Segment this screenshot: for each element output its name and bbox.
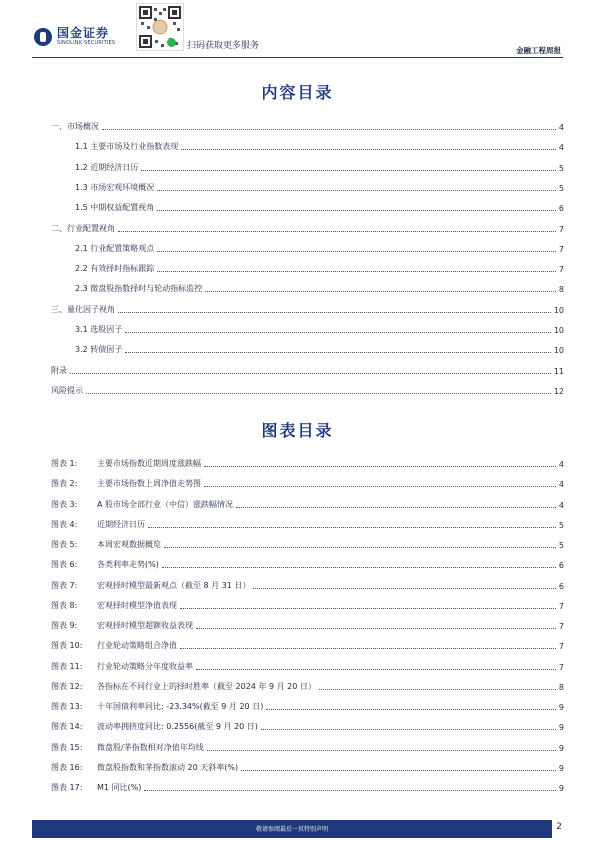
figure-page: 7 — [558, 662, 564, 672]
dot-leader — [236, 507, 556, 508]
figure-entry[interactable] — [51, 579, 564, 591]
toc-entry[interactable] — [75, 282, 564, 294]
figure-page: 7 — [558, 642, 564, 652]
dot-leader — [266, 709, 556, 710]
figure-label: 主要市场指数上周净值走势图 — [97, 479, 201, 489]
figure-entry[interactable] — [51, 761, 564, 773]
toc-entry[interactable] — [75, 201, 564, 213]
figure-number: 图表 9: — [51, 621, 78, 630]
figure-page: 9 — [558, 723, 564, 733]
dot-leader — [204, 486, 556, 487]
figure-entry[interactable] — [51, 741, 564, 753]
qr-code-icon[interactable] — [136, 3, 184, 51]
figure-page: 7 — [558, 601, 564, 611]
toc-entry-label: 附录 — [51, 365, 67, 375]
header-divider — [32, 57, 563, 58]
figure-page: 6 — [558, 581, 564, 591]
figure-label: A 股市场全部行业（中信）涨跌幅情况 — [97, 499, 234, 509]
toc-title: 内容目录 — [261, 83, 334, 102]
toc-entry-label: 三、量化因子视角 — [51, 304, 115, 314]
toc-entry-page: 11 — [553, 366, 564, 376]
figure-number: 图表 16: — [51, 762, 83, 772]
dot-leader — [157, 190, 556, 191]
dot-leader — [253, 588, 555, 589]
toc-entry[interactable] — [75, 161, 564, 173]
figure-number: 图表 10: — [51, 641, 83, 651]
toc-entry-page: 5 — [558, 163, 564, 173]
toc-entry-label: 1.2 近期经济日历 — [75, 162, 139, 172]
dot-leader — [118, 231, 556, 232]
figure-number: 图表 17: — [51, 783, 83, 792]
figure-label: 波动率拥挤度同比: 0.2556(截至 9 月 20 日) — [97, 722, 258, 732]
dot-leader — [141, 170, 556, 171]
toc-entry-label: 2.2 有效择时指标跟踪 — [75, 264, 155, 274]
figure-label: M1 同比(%) — [97, 783, 142, 792]
figure-label: 宏观择时模型超额收益表现 — [97, 621, 193, 630]
toc-entry-page: 4 — [558, 143, 564, 153]
dot-leader — [157, 210, 556, 211]
figure-entry[interactable] — [51, 538, 564, 550]
page-number: 2 — [556, 822, 562, 832]
dot-leader — [118, 312, 551, 313]
dot-leader — [162, 567, 556, 568]
toc-entry[interactable] — [51, 222, 564, 234]
figure-entry[interactable] — [51, 518, 564, 530]
logo-icon — [34, 28, 52, 46]
dot-leader — [157, 251, 556, 252]
toc-entry-page: 8 — [558, 285, 564, 295]
figure-number: 图表 11: — [51, 661, 83, 671]
figure-number: 图表 5: — [51, 540, 78, 549]
dot-leader — [196, 628, 556, 629]
figure-entry[interactable] — [51, 660, 564, 672]
toc-entry-label: 1.3 市场宏观环境概况 — [75, 182, 155, 192]
page-header — [0, 0, 595, 68]
dot-leader — [181, 149, 556, 150]
figure-page: 4 — [558, 500, 564, 510]
toc-entry[interactable] — [75, 262, 564, 274]
toc-entry[interactable] — [75, 140, 564, 152]
toc-entry[interactable] — [75, 242, 564, 254]
figure-entry[interactable] — [51, 720, 564, 732]
dot-leader — [164, 547, 556, 548]
dot-leader — [180, 648, 556, 649]
figures-title: 图表目录 — [261, 421, 334, 440]
figure-page: 9 — [558, 703, 564, 712]
figure-page: 8 — [558, 682, 564, 692]
figure-page: 9 — [558, 784, 564, 793]
toc-entry[interactable] — [75, 181, 564, 193]
figure-page: 9 — [558, 743, 564, 753]
dot-leader — [207, 750, 556, 751]
logo-chinese-name: 国金证券 — [57, 26, 110, 40]
dot-leader — [180, 608, 556, 609]
toc-entry[interactable] — [51, 384, 564, 396]
dot-leader — [102, 129, 556, 130]
disclaimer-note: 敬请参阅最后一页特别声明 — [255, 826, 328, 833]
dot-leader — [204, 466, 556, 467]
figure-entry[interactable] — [51, 700, 564, 712]
toc-entry-page: 12 — [553, 386, 564, 396]
dot-leader — [241, 770, 556, 771]
dot-leader — [125, 332, 551, 333]
figure-label: 各类利率走势(%) — [97, 560, 159, 570]
toc-entry-label: 风险提示 — [51, 385, 83, 395]
figure-label: 宏观择时模型最新观点（截至 8 月 31 日） — [97, 580, 251, 590]
figure-entry[interactable] — [51, 599, 564, 611]
figure-entry[interactable] — [51, 558, 564, 570]
figure-label: 十年国债利率同比: -23.34%(截至 9 月 20 日) — [97, 702, 264, 711]
figure-page: 6 — [558, 561, 564, 571]
page-footer — [0, 816, 595, 842]
wechat-badge-icon — [167, 38, 176, 47]
dot-leader — [86, 393, 551, 394]
figure-label: 宏观择时模型净值表现 — [97, 600, 177, 610]
figure-page: 7 — [558, 622, 564, 631]
figure-number: 图表 1: — [51, 459, 78, 468]
figure-label: 行业轮动策略分年度收益率 — [97, 661, 193, 671]
dot-leader — [205, 291, 556, 292]
toc-entry[interactable] — [75, 323, 564, 335]
figure-entry[interactable] — [51, 498, 564, 510]
toc-entry-label: 2.1 行业配置策略观点 — [75, 243, 155, 253]
figure-label: 各指标在不同行业上的择时胜率（截至 2024 年 9 月 20 日） — [97, 681, 316, 691]
toc-entry-page: 10 — [553, 346, 564, 356]
toc-entry[interactable] — [51, 364, 564, 376]
figure-entry[interactable] — [51, 477, 564, 489]
company-logo — [34, 27, 115, 47]
figure-number: 图表 4: — [51, 519, 78, 529]
toc-entry-label: 一、市场概况 — [51, 122, 99, 131]
figure-number: 图表 8: — [51, 600, 78, 610]
dot-leader — [261, 729, 556, 730]
figure-label: 微盘股/茅指数相对净值年均线 — [97, 742, 204, 752]
toc-entry[interactable] — [51, 303, 564, 315]
dot-leader — [144, 790, 556, 791]
toc-entry-label: 3.1 选股因子 — [75, 325, 123, 334]
report-type: 金融工程周报 — [516, 46, 561, 55]
toc-entry-label: 2.3 微盘股指数择时与轮动指标监控 — [75, 284, 203, 294]
dot-leader — [148, 527, 556, 528]
figure-page: 5 — [558, 520, 564, 530]
figure-entry[interactable] — [51, 639, 564, 651]
toc-entry-label: 3.2 转债因子 — [75, 345, 123, 355]
toc-entry-page: 10 — [553, 326, 564, 335]
figure-label: 近期经济日历 — [97, 519, 145, 529]
toc-entry-label: 1.1 主要市场及行业指数表现 — [75, 142, 179, 152]
figure-number: 图表 12: — [51, 681, 83, 691]
toc-entry-page: 4 — [558, 123, 564, 132]
figure-number: 图表 13: — [51, 702, 83, 711]
figure-number: 图表 3: — [51, 499, 78, 509]
toc-entry-page: 6 — [558, 204, 564, 214]
figure-number: 图表 14: — [51, 722, 83, 732]
dot-leader — [70, 373, 551, 374]
toc-entry-page: 10 — [553, 305, 564, 315]
dot-leader — [125, 352, 551, 353]
toc-entry[interactable] — [51, 120, 564, 132]
figure-label: 主要市场指数近期周度涨跌幅 — [97, 459, 201, 468]
toc-entry-page: 7 — [558, 224, 564, 234]
figure-label: 本周宏观数据概览 — [97, 540, 161, 549]
figure-entry[interactable] — [51, 457, 564, 469]
figure-page: 9 — [558, 763, 564, 773]
figure-page: 4 — [558, 480, 564, 490]
figure-number: 图表 6: — [51, 560, 78, 570]
figure-entry[interactable] — [51, 680, 564, 692]
toc-entry-page: 7 — [558, 244, 564, 254]
figure-label: 微盘股指数和茅指数滚动 20 天斜率(%) — [97, 762, 239, 772]
scan-prompt: 扫码获取更多服务 — [187, 41, 260, 51]
figure-entry[interactable] — [51, 781, 564, 793]
toc-entry-label: 二、行业配置视角 — [51, 223, 115, 233]
logo-english-name: SINOLINK SECURITIES — [57, 40, 116, 46]
dot-leader — [196, 669, 556, 670]
figure-page: 5 — [558, 541, 564, 550]
figure-number: 图表 7: — [51, 580, 78, 590]
toc-entry-label: 1.5 中期权益配置视角 — [75, 203, 155, 213]
figure-entry[interactable] — [51, 619, 564, 631]
figure-number: 图表 15: — [51, 742, 83, 752]
figure-page: 4 — [558, 460, 564, 469]
dot-leader — [319, 689, 556, 690]
figure-label: 行业轮动策略组合净值 — [97, 641, 177, 651]
toc-entry-page: 5 — [558, 183, 564, 193]
figure-number: 图表 2: — [51, 479, 78, 489]
toc-entry-page: 7 — [558, 265, 564, 275]
dot-leader — [157, 271, 556, 272]
toc-entry[interactable] — [75, 343, 564, 355]
